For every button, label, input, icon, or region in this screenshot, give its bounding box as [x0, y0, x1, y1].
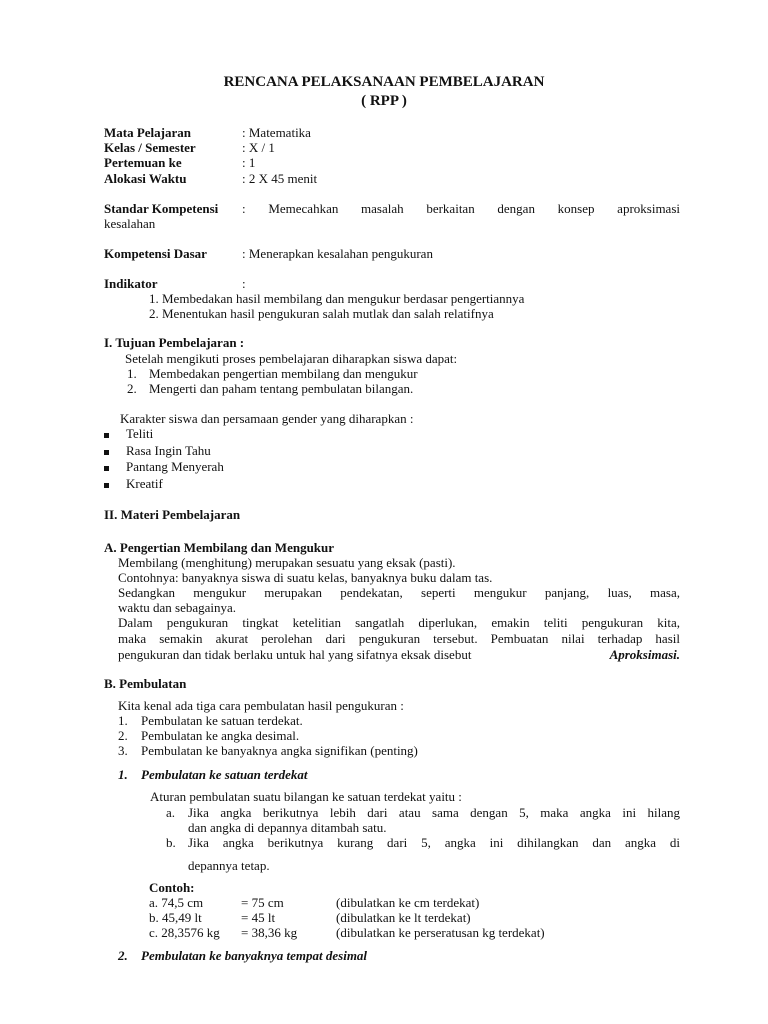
subsection-1-intro: Aturan pembulatan suatu bilangan ke satuan terdekat yaitu : — [150, 789, 462, 804]
bullet-icon — [104, 476, 109, 491]
indikator-item: 1. Membedakan hasil membilang dan mengukur berdasar pengertiannya — [149, 291, 525, 306]
kompetensi-dasar-value: : Menerapkan kesalahan pengukuran — [242, 246, 433, 261]
tujuan-item-number: 1. — [127, 366, 137, 381]
example-note: (dibulatkan ke cm terdekat) — [336, 895, 480, 910]
karakter-intro: Karakter siswa dan persamaan gender yang diharapkan : — [120, 411, 414, 426]
section-b-item-number: 2. — [118, 728, 128, 743]
identity-value-subject: : Matematika — [242, 125, 311, 140]
identity-label-meeting: Pertemuan ke — [104, 155, 182, 170]
document-subtitle: ( RPP ) — [361, 93, 407, 109]
section-a-line: Membilang (menghitung) merupakan sesuatu yang eksak (pasti). — [118, 555, 456, 570]
tujuan-intro: Setelah mengikuti proses pembelajaran diharapkan siswa dapat: — [125, 351, 458, 366]
rule-a-line: dan angka di depannya ditambah satu. — [188, 820, 387, 835]
aproksimasi-term: Aproksimasi. — [609, 647, 680, 662]
section-b-heading: B. Pembulatan — [104, 676, 187, 691]
section-a-line: Sedangkan mengukur merupakan pendekatan, seperti mengukur panjang, luas, masa, — [118, 585, 680, 600]
document-title: RENCANA PELAKSANAAN PEMBELAJARAN — [223, 74, 545, 90]
section-b-item: Pembulatan ke satuan terdekat. — [141, 713, 303, 728]
identity-label-subject: Mata Pelajaran — [104, 125, 192, 140]
rule-b-line: Jika angka berikutnya kurang dari 5, angka ini dihilangkan dan angka di — [188, 835, 680, 850]
karakter-item: Kreatif — [126, 476, 163, 491]
example-result: = 75 cm — [241, 895, 284, 910]
section-a-heading: A. Pengertian Membilang dan Mengukur — [104, 540, 335, 555]
bullet-icon — [104, 459, 109, 474]
subsection-1-heading: Pembulatan ke satuan terdekat — [141, 767, 308, 782]
section-b-item-number: 3. — [118, 743, 128, 758]
standar-kompetensi-label: Standar Kompetensi — [104, 201, 219, 216]
identity-label-class: Kelas / Semester — [104, 140, 196, 155]
bullet-icon — [104, 443, 109, 458]
section-a-line: maka semakin akurat perolehan dari pengukuran tersebut. Pembuatan nilai terhadap hasil — [118, 631, 680, 646]
rule-a-line: Jika angka berikutnya lebih dari atau sama dengan 5, maka angka ini hilang — [188, 805, 680, 820]
section-b-item: Pembulatan ke angka desimal. — [141, 728, 300, 743]
materi-heading: II. Materi Pembelajaran — [104, 507, 241, 522]
rule-a-label: a. — [166, 805, 176, 820]
subsection-1-number: 1. — [118, 767, 128, 782]
tujuan-item: Mengerti dan paham tentang pembulatan bilangan. — [149, 381, 414, 396]
section-a-last-line — [118, 647, 680, 662]
rule-b-line: depannya tetap. — [188, 858, 270, 873]
section-a-line: Dalam pengukuran tingkat ketelitian sangatlah diperlukan, emakin teliti pengukuran kita, — [118, 615, 680, 630]
subsection-2-number: 2. — [118, 948, 128, 963]
rule-b-label: b. — [166, 835, 176, 850]
contoh-label: Contoh: — [149, 880, 195, 895]
section-b-intro: Kita kenal ada tiga cara pembulatan hasil pengukuran : — [118, 698, 404, 713]
example-note: (dibulatkan ke lt terdekat) — [336, 910, 471, 925]
example-value: b. 45,49 lt — [149, 910, 202, 925]
bullet-icon — [104, 426, 109, 441]
identity-value-meeting: : 1 — [242, 155, 256, 170]
example-note: (dibulatkan ke perseratusan kg terdekat) — [336, 925, 545, 940]
kompetensi-dasar-label: Kompetensi Dasar — [104, 246, 207, 261]
indikator-label: Indikator — [104, 276, 158, 291]
example-result: = 38,36 kg — [241, 925, 298, 940]
section-b-item-number: 1. — [118, 713, 128, 728]
example-value: c. 28,3576 kg — [149, 925, 220, 940]
example-value: a. 74,5 cm — [149, 895, 204, 910]
karakter-item: Pantang Menyerah — [126, 459, 224, 474]
standar-kompetensi-text: : Memecahkan masalah berkaitan dengan konsep aproksimasi — [242, 201, 680, 216]
tujuan-item-number: 2. — [127, 381, 137, 396]
karakter-item: Teliti — [126, 426, 154, 441]
indikator-item: 2. Menentukan hasil pengukuran salah mutlak dan salah relatifnya — [149, 306, 494, 321]
tujuan-heading: I. Tujuan Pembelajaran : — [104, 335, 245, 350]
example-result: = 45 lt — [241, 910, 276, 925]
section-a-line: waktu dan sebagainya. — [118, 600, 237, 615]
identity-value-class: : X / 1 — [242, 140, 275, 155]
section-a-line: Contohnya: banyaknya siswa di suatu kelas, banyaknya buku dalam tas. — [118, 570, 493, 585]
tujuan-item: Membedakan pengertian membilang dan mengukur — [149, 366, 418, 381]
section-b-item: Pembulatan ke banyaknya angka signifikan (penting) — [141, 743, 418, 758]
subsection-2-heading: Pembulatan ke banyaknya tempat desimal — [141, 948, 368, 963]
identity-label-time: Alokasi Waktu — [104, 171, 187, 186]
indikator-colon: : — [242, 276, 246, 291]
identity-value-time: : 2 X 45 menit — [242, 171, 318, 186]
standar-kompetensi-text-cont: kesalahan — [104, 216, 156, 231]
section-a-line: pengukuran dan tidak berlaku untuk hal yang sifatnya eksak disebut — [118, 647, 472, 662]
karakter-item: Rasa Ingin Tahu — [126, 443, 211, 458]
